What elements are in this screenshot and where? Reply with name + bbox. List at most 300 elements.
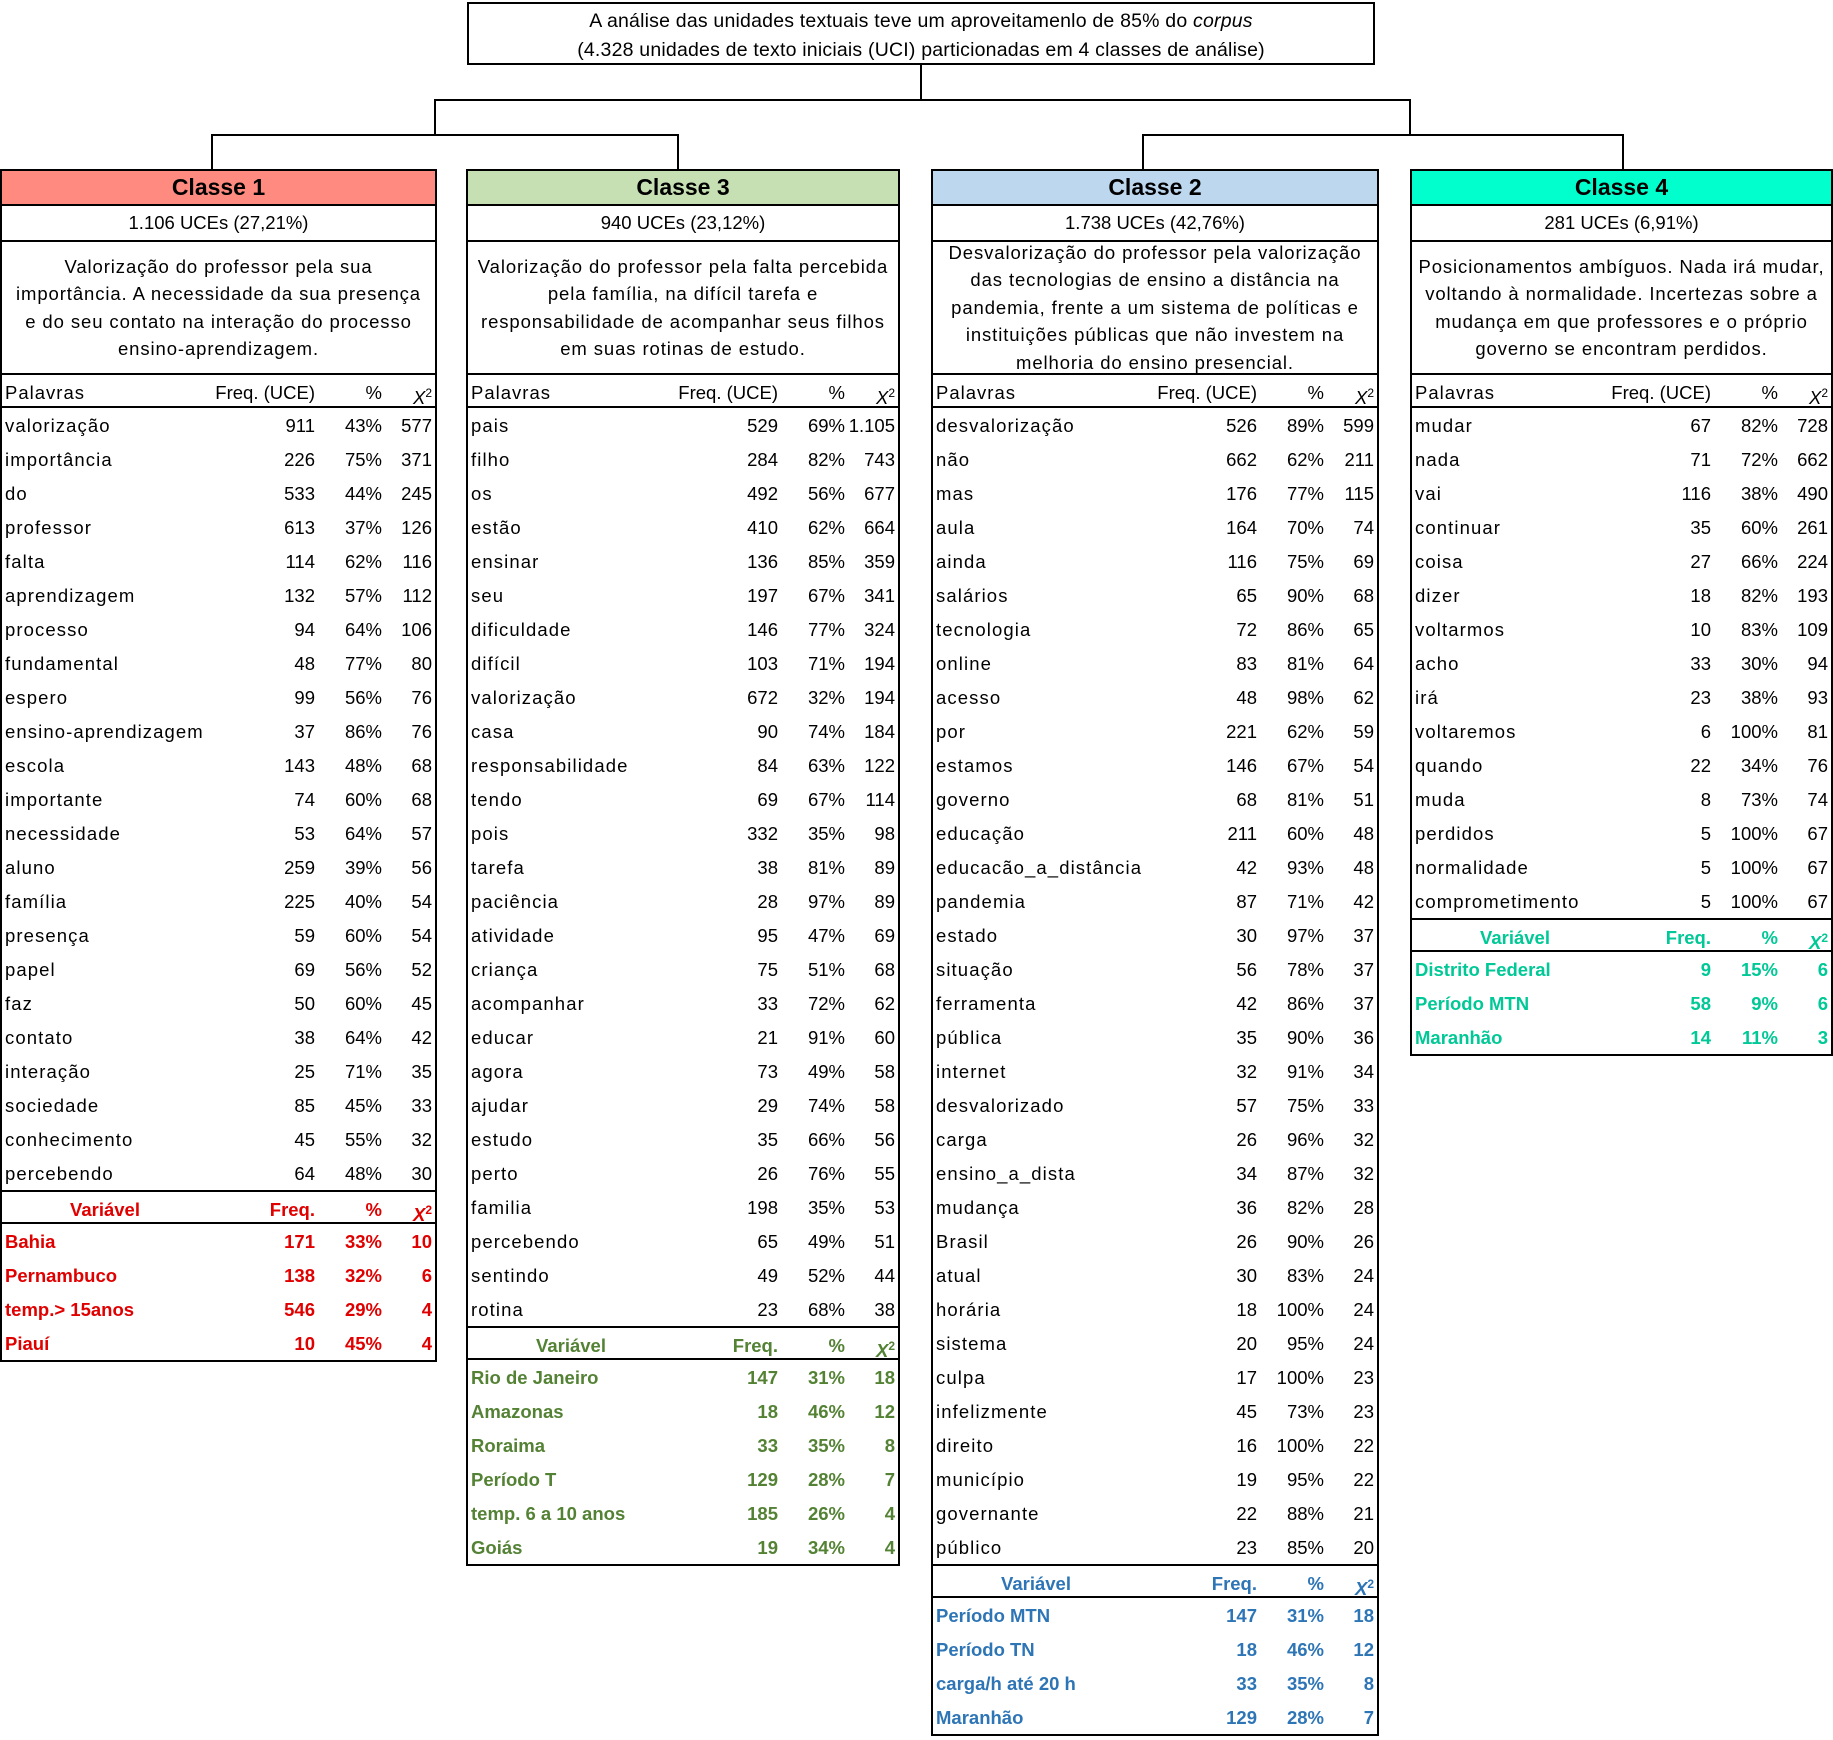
word-row — [933, 646, 1377, 680]
word-pct: 75% — [344, 449, 382, 470]
tree-trunk — [920, 65, 922, 101]
word-chi: 194 — [864, 653, 895, 674]
word-chi: 22 — [1353, 1469, 1374, 1490]
word-chi: 68 — [411, 789, 432, 810]
word: interação — [5, 1061, 92, 1082]
word-pct: 70% — [1286, 517, 1324, 538]
word: os — [471, 483, 493, 504]
word-pct: 81% — [807, 857, 845, 878]
word-freq: 25 — [294, 1061, 315, 1082]
words-table-header — [2, 375, 435, 408]
word-freq: 6 — [1700, 721, 1711, 742]
word-row — [1412, 884, 1831, 918]
word: dizer — [1415, 585, 1461, 606]
word-freq: 116 — [1227, 551, 1257, 572]
word-row — [933, 714, 1377, 748]
word-row — [933, 1088, 1377, 1122]
word-freq: 18 — [1236, 1299, 1257, 1320]
word: presença — [5, 925, 90, 946]
word-freq: 526 — [1226, 415, 1257, 436]
variable-chi: 6 — [1817, 993, 1828, 1014]
word: voltaremos — [1415, 721, 1517, 742]
word-pct: 32% — [807, 687, 845, 708]
word-chi: 57 — [411, 823, 432, 844]
word: mudança — [936, 1197, 1020, 1218]
word-freq: 99 — [294, 687, 315, 708]
word-pct: 98% — [1286, 687, 1324, 708]
word-row — [933, 442, 1377, 476]
word-row — [468, 816, 898, 850]
word-pct: 57% — [344, 585, 382, 606]
word-chi: 76 — [411, 721, 432, 742]
word-pct: 74% — [807, 1095, 845, 1116]
word-row — [933, 1054, 1377, 1088]
word-row — [933, 816, 1377, 850]
variable-row — [468, 1360, 898, 1394]
word-freq: 68 — [1236, 789, 1257, 810]
word-chi: 677 — [864, 483, 895, 504]
variable-pct: 45% — [344, 1333, 382, 1354]
word-row — [933, 1156, 1377, 1190]
word-chi: 54 — [411, 925, 432, 946]
word-pct: 88% — [1286, 1503, 1324, 1524]
variable-chi: 18 — [874, 1367, 895, 1388]
word-pct: 56% — [807, 483, 845, 504]
variable-row — [933, 1632, 1377, 1666]
word-pct: 90% — [1286, 1027, 1324, 1048]
word-row — [2, 748, 435, 782]
word: carga — [936, 1129, 988, 1150]
word-row — [2, 816, 435, 850]
word-pct: 60% — [1740, 517, 1778, 538]
word-chi: 37 — [1353, 959, 1374, 980]
word-row — [933, 918, 1377, 952]
word-chi: 743 — [864, 449, 895, 470]
variable-freq: 147 — [747, 1367, 778, 1388]
word-row — [933, 1394, 1377, 1428]
word: ainda — [936, 551, 987, 572]
variable-chi: 6 — [1817, 959, 1828, 980]
word-freq: 37 — [294, 721, 315, 742]
word-row — [1412, 680, 1831, 714]
word-row — [933, 1020, 1377, 1054]
word-freq: 225 — [284, 891, 315, 912]
freq-column-header: Freq. (UCE) — [678, 382, 778, 403]
word-chi: 37 — [1353, 925, 1374, 946]
word-pct: 72% — [807, 993, 845, 1014]
word-chi: 324 — [864, 619, 895, 640]
word-row — [933, 510, 1377, 544]
word: perto — [471, 1163, 519, 1184]
variable-pct-header: % — [1761, 927, 1778, 948]
words-column-header: Palavras — [936, 382, 1016, 403]
word-pct: 56% — [344, 687, 382, 708]
word-row — [2, 1122, 435, 1156]
word-freq: 5 — [1700, 857, 1711, 878]
word-row — [1412, 510, 1831, 544]
variable-chi: 7 — [884, 1469, 895, 1490]
word-chi: 38 — [874, 1299, 895, 1320]
word: continuar — [1415, 517, 1502, 538]
word-freq: 42 — [1236, 993, 1257, 1014]
word-row — [2, 986, 435, 1020]
word-row — [468, 782, 898, 816]
word-row — [468, 748, 898, 782]
word-row — [468, 918, 898, 952]
word-row — [468, 1190, 898, 1224]
chi-symbol: X — [875, 387, 889, 409]
word: estão — [471, 517, 522, 538]
chi-symbol: X — [412, 387, 426, 409]
word-chi: 89 — [874, 891, 895, 912]
variable-freq: 9 — [1700, 959, 1711, 980]
word-pct: 69% — [807, 415, 845, 436]
chi-square-header — [1324, 375, 1377, 409]
variable-freq: 129 — [747, 1469, 778, 1490]
variable-row — [468, 1496, 898, 1530]
word-pct: 76% — [807, 1163, 845, 1184]
word-pct: 44% — [344, 483, 382, 504]
word-chi: 76 — [411, 687, 432, 708]
word-row — [1412, 646, 1831, 680]
word-chi: 52 — [411, 959, 432, 980]
word: necessidade — [5, 823, 121, 844]
words-column-header: Palavras — [5, 382, 85, 403]
word-freq: 26 — [1236, 1129, 1257, 1150]
word-pct: 100% — [1276, 1299, 1324, 1320]
variable-freq-header: Freq. — [732, 1335, 778, 1356]
word-pct: 37% — [344, 517, 382, 538]
word-freq: 84 — [757, 755, 778, 776]
variable-chi: 8 — [884, 1435, 895, 1456]
corpus-summary-box — [467, 2, 1375, 65]
corpus-italic: corpus — [1193, 10, 1253, 32]
word: acesso — [936, 687, 1002, 708]
chi-symbol: X — [1808, 387, 1822, 409]
classe-3-panel — [466, 169, 900, 1566]
variable-name: temp.> 15anos — [5, 1299, 135, 1320]
word-freq: 284 — [747, 449, 778, 470]
word-row — [468, 612, 898, 646]
word-row — [468, 408, 898, 442]
word-chi: 261 — [1797, 517, 1828, 538]
word: dificuldade — [471, 619, 572, 640]
word-row — [933, 782, 1377, 816]
word-pct: 82% — [807, 449, 845, 470]
word-row — [2, 578, 435, 612]
word: aula — [936, 517, 976, 538]
word-row — [468, 510, 898, 544]
freq-column-header: Freq. (UCE) — [1611, 382, 1711, 403]
variable-chi: 6 — [421, 1265, 432, 1286]
variable-name: Período MTN — [1415, 993, 1530, 1014]
word-pct: 100% — [1730, 857, 1778, 878]
word-chi: 36 — [1353, 1027, 1374, 1048]
word-pct: 60% — [344, 789, 382, 810]
chi-square-header — [845, 1328, 898, 1362]
word-freq: 57 — [1236, 1095, 1257, 1116]
word-pct: 51% — [807, 959, 845, 980]
word-pct: 60% — [344, 925, 382, 946]
class-title: Classe 4 — [1412, 171, 1831, 206]
variable-chi: 8 — [1363, 1673, 1374, 1694]
variable-freq-header: Freq. — [1211, 1573, 1257, 1594]
variable-column-header: Variável — [1480, 927, 1550, 948]
word-row — [933, 748, 1377, 782]
word-pct: 96% — [1286, 1129, 1324, 1150]
chi-square-header — [1324, 1566, 1377, 1600]
word-chi: 55 — [874, 1163, 895, 1184]
word-row — [1412, 476, 1831, 510]
variable-name: Rio de Janeiro — [471, 1367, 599, 1388]
class-description: Valorização do professor pela falta percebida pela família, na difícil tarefa e responsabilidade de acompanhar seus filhos em suas rotinas de estudo. — [468, 242, 898, 375]
word: importância — [5, 449, 113, 470]
chi-square-header — [382, 375, 435, 409]
words-table-header — [933, 375, 1377, 408]
word-chi: 1.105 — [848, 415, 895, 436]
variable-row — [2, 1326, 435, 1360]
word-freq: 662 — [1226, 449, 1257, 470]
word-freq: 45 — [1236, 1401, 1257, 1422]
variable-freq: 58 — [1690, 993, 1711, 1014]
word: mudar — [1415, 415, 1473, 436]
word-freq: 33 — [757, 993, 778, 1014]
word-freq: 259 — [284, 857, 315, 878]
word-row — [2, 442, 435, 476]
word: pandemia — [936, 891, 1027, 912]
word-row — [1412, 748, 1831, 782]
word-freq: 85 — [294, 1095, 315, 1116]
word-chi: 76 — [1807, 755, 1828, 776]
word: rotina — [471, 1299, 524, 1320]
word-chi: 24 — [1353, 1265, 1374, 1286]
class-title: Classe 3 — [468, 171, 898, 206]
word: casa — [471, 721, 515, 742]
variable-row — [2, 1224, 435, 1258]
variable-name: Goiás — [471, 1537, 523, 1558]
word-chi: 68 — [411, 755, 432, 776]
word: direito — [936, 1435, 995, 1456]
word-row — [2, 918, 435, 952]
word: educação — [936, 823, 1026, 844]
chi-superscript: 2 — [425, 1203, 432, 1217]
word-freq: 410 — [747, 517, 778, 538]
uce-count: 1.106 UCEs (27,21%) — [2, 206, 435, 242]
variable-name: Maranhão — [1415, 1027, 1503, 1048]
word-row — [2, 782, 435, 816]
word-freq: 19 — [1236, 1469, 1257, 1490]
word-row — [468, 1122, 898, 1156]
word-chi: 341 — [864, 585, 895, 606]
word-chi: 211 — [1344, 449, 1374, 470]
word: pais — [471, 415, 510, 436]
word-freq: 94 — [294, 619, 315, 640]
word-freq: 114 — [285, 551, 315, 572]
word: filho — [471, 449, 511, 470]
word: desvalorizado — [936, 1095, 1065, 1116]
word-freq: 27 — [1690, 551, 1711, 572]
word: ensino-aprendizagem — [5, 721, 204, 742]
word-freq: 17 — [1236, 1367, 1257, 1388]
word-freq: 211 — [1227, 823, 1257, 844]
variable-name: Piauí — [5, 1333, 50, 1354]
variable-name: Período TN — [936, 1639, 1035, 1660]
word-chi: 94 — [1807, 653, 1828, 674]
word: responsabilidade — [471, 755, 629, 776]
variable-freq: 171 — [284, 1231, 315, 1252]
word-chi: 42 — [411, 1027, 432, 1048]
word-chi: 67 — [1807, 823, 1828, 844]
word-freq: 38 — [757, 857, 778, 878]
variable-pct: 9% — [1751, 993, 1778, 1014]
tree-classe4-drop — [1622, 134, 1624, 170]
word: atividade — [471, 925, 555, 946]
word: papel — [5, 959, 56, 980]
word-pct: 95% — [1286, 1469, 1324, 1490]
variable-row — [2, 1258, 435, 1292]
word-row — [1412, 850, 1831, 884]
word-chi: 109 — [1797, 619, 1828, 640]
word-row — [2, 408, 435, 442]
word-row — [933, 544, 1377, 578]
word-chi: 33 — [1353, 1095, 1374, 1116]
word-pct: 81% — [1286, 653, 1324, 674]
chi-symbol: X — [875, 1340, 889, 1362]
word-pct: 83% — [1286, 1265, 1324, 1286]
tree-top-bar — [434, 99, 1411, 101]
word-freq: 64 — [294, 1163, 315, 1184]
word-chi: 116 — [402, 551, 432, 572]
class-description: Desvalorização do professor pela valorização das tecnologias de ensino a distância na pandemia, frente a um sistema de políticas e instituições públicas que não investem na melhoria do ensino presencial. — [933, 242, 1377, 375]
word-freq: 23 — [1690, 687, 1711, 708]
pct-column-header: % — [1761, 382, 1778, 403]
word: desvalorização — [936, 415, 1075, 436]
word-freq: 21 — [757, 1027, 778, 1048]
word-row — [468, 646, 898, 680]
word-pct: 39% — [344, 857, 382, 878]
word-chi: 48 — [1353, 857, 1374, 878]
word-freq: 75 — [757, 959, 778, 980]
word-freq: 49 — [757, 1265, 778, 1286]
word-pct: 67% — [807, 789, 845, 810]
variable-pct: 28% — [807, 1469, 845, 1490]
word-chi: 68 — [1353, 585, 1374, 606]
variable-freq: 14 — [1690, 1027, 1711, 1048]
word-row — [933, 850, 1377, 884]
variable-freq: 129 — [1226, 1707, 1257, 1728]
word-pct: 52% — [807, 1265, 845, 1286]
variable-pct: 28% — [1286, 1707, 1324, 1728]
variable-name: Pernambuco — [5, 1265, 118, 1286]
word-chi: 22 — [1353, 1435, 1374, 1456]
word-pct: 91% — [807, 1027, 845, 1048]
word: processo — [5, 619, 89, 640]
word: agora — [471, 1061, 524, 1082]
word-pct: 89% — [1286, 415, 1324, 436]
word-pct: 91% — [1286, 1061, 1324, 1082]
class-title: Classe 2 — [933, 171, 1377, 206]
word: sociedade — [5, 1095, 100, 1116]
variable-chi: 12 — [1353, 1639, 1374, 1660]
word-row — [468, 1020, 898, 1054]
word-chi: 98 — [874, 823, 895, 844]
word-pct: 100% — [1276, 1367, 1324, 1388]
variable-pct-header: % — [365, 1199, 382, 1220]
word: tecnologia — [936, 619, 1032, 640]
variable-chi: 4 — [884, 1537, 895, 1558]
word-pct: 49% — [807, 1061, 845, 1082]
word-freq: 42 — [1236, 857, 1257, 878]
tree-classe1-drop — [211, 134, 213, 170]
word-freq: 146 — [747, 619, 778, 640]
variables-table-header — [1412, 918, 1831, 952]
word-pct: 45% — [344, 1095, 382, 1116]
word-freq: 90 — [757, 721, 778, 742]
word: ensinar — [471, 551, 540, 572]
word-freq: 23 — [757, 1299, 778, 1320]
word-row — [2, 1088, 435, 1122]
class-description: Posicionamentos ambíguos. Nada irá mudar, voltando à normalidade. Incertezas sobre a mudança em que professores e o próprio governo se encontram perdidos. — [1412, 242, 1831, 375]
word: vai — [1415, 483, 1442, 504]
variable-freq-header: Freq. — [269, 1199, 315, 1220]
word-row — [2, 1054, 435, 1088]
word-pct: 38% — [1740, 483, 1778, 504]
word-chi: 59 — [1353, 721, 1374, 742]
variable-freq: 18 — [1236, 1639, 1257, 1660]
word-pct: 90% — [1286, 1231, 1324, 1252]
word-chi: 28 — [1353, 1197, 1374, 1218]
word-row — [933, 612, 1377, 646]
word-row — [468, 578, 898, 612]
word: valorização — [5, 415, 111, 436]
variable-chi: 12 — [874, 1401, 895, 1422]
word-freq: 5 — [1700, 823, 1711, 844]
variable-freq: 19 — [757, 1537, 778, 1558]
variable-pct: 29% — [344, 1299, 382, 1320]
variable-pct-header: % — [828, 1335, 845, 1356]
word: acompanhar — [471, 993, 585, 1014]
word: voltarmos — [1415, 619, 1506, 640]
word-chi: 44 — [874, 1265, 895, 1286]
word-row — [468, 952, 898, 986]
word-freq: 34 — [1236, 1163, 1257, 1184]
word-freq: 26 — [757, 1163, 778, 1184]
class-description: Valorização do professor pela sua importância. A necessidade da sua presença e do seu contato na interação do processo ensino-aprendizagem. — [2, 242, 435, 375]
word-chi: 106 — [401, 619, 432, 640]
word: atual — [936, 1265, 982, 1286]
word-pct: 75% — [1286, 551, 1324, 572]
variable-name: Período MTN — [936, 1605, 1051, 1626]
word-chi: 114 — [865, 789, 895, 810]
word-pct: 66% — [1740, 551, 1778, 572]
word-pct: 100% — [1276, 1435, 1324, 1456]
word: faz — [5, 993, 33, 1014]
word-freq: 72 — [1236, 619, 1257, 640]
word-chi: 58 — [874, 1095, 895, 1116]
variable-chi: 4 — [421, 1333, 432, 1354]
tree-classe2-drop — [1142, 134, 1144, 170]
word-freq: 18 — [1690, 585, 1711, 606]
word-row — [1412, 782, 1831, 816]
word-chi: 32 — [1353, 1163, 1374, 1184]
variable-column-header: Variável — [70, 1199, 140, 1220]
word-chi: 67 — [1807, 891, 1828, 912]
word: sentindo — [471, 1265, 550, 1286]
word: normalidade — [1415, 857, 1529, 878]
word: falta — [5, 551, 46, 572]
word-freq: 198 — [747, 1197, 778, 1218]
word-chi: 80 — [411, 653, 432, 674]
